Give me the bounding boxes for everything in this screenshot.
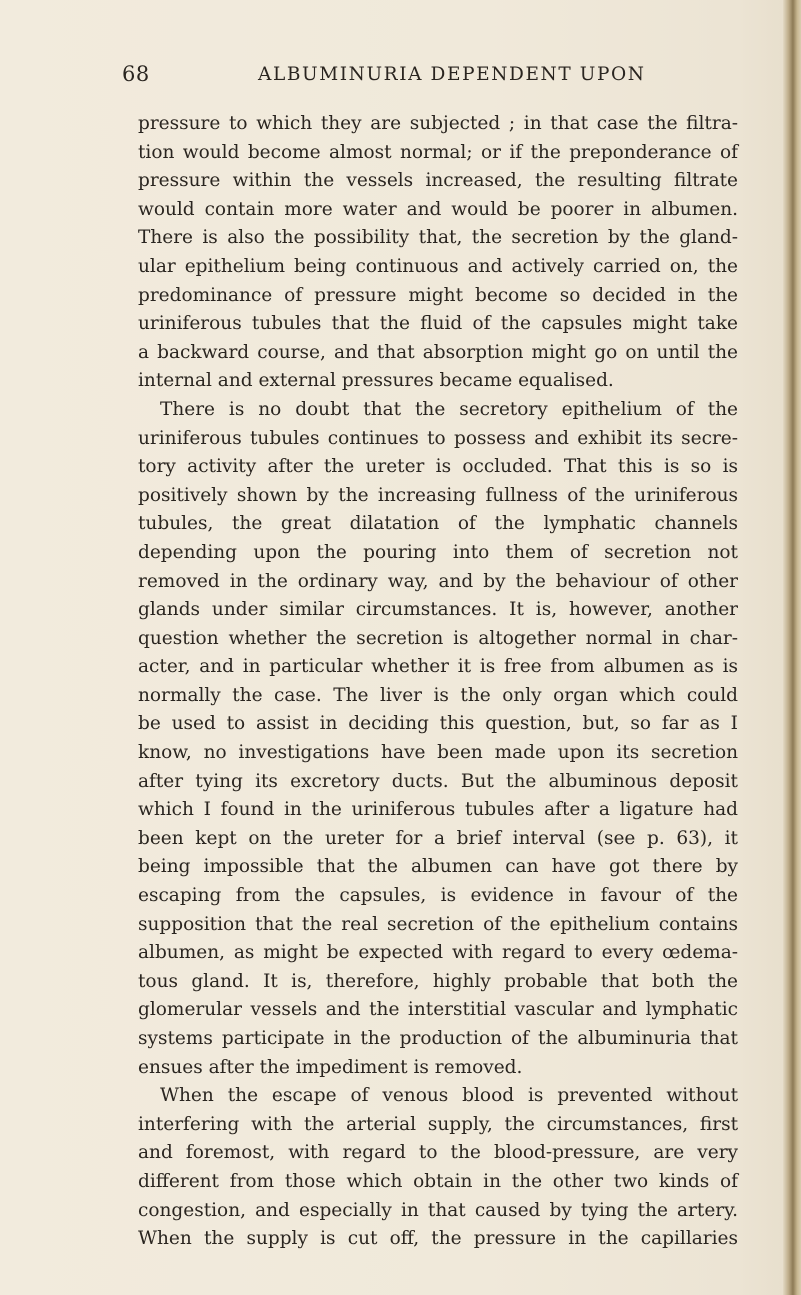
text-line-3: pressure within the vessels increased, the resulting filtrate	[138, 170, 738, 192]
text-line-11: There is no doubt that the secretory epithelium of the	[160, 398, 738, 420]
text-line-22: be used to assist in deciding this question, but, so far as I	[138, 713, 738, 735]
body-text	[138, 110, 738, 1254]
text-line-14: positively shown by the increasing fullness of the uriniferous	[138, 484, 738, 506]
text-line-8: uriniferous tubules that the fluid of the capsules might take	[138, 313, 738, 335]
text-line-40: When the supply is cut off, the pressure in the capillaries	[138, 1228, 738, 1250]
text-line-36: interfering with the arterial supply, the circumstances, first	[138, 1113, 738, 1135]
text-line-10: internal and external pressures became equalised.	[138, 370, 614, 392]
text-line-17: removed in the ordinary way, and by the behaviour of other	[138, 570, 738, 592]
text-line-25: which I found in the uriniferous tubules after a ligature had	[138, 799, 738, 821]
text-line-4: would contain more water and would be poorer in albumen.	[138, 198, 738, 220]
text-line-27: being impossible that the albumen can have got there by	[138, 856, 738, 878]
text-line-31: tous gland. It is, therefore, highly probable that both the	[138, 970, 738, 992]
text-line-9: a backward course, and that absorption might go on until the	[138, 341, 738, 363]
text-line-39: congestion, and especially in that caused by tying the artery.	[138, 1199, 738, 1221]
text-line-32: glomerular vessels and the interstitial vascular and lymphatic	[138, 999, 738, 1021]
text-line-35: When the escape of venous blood is prevented without	[160, 1085, 738, 1107]
text-line-28: escaping from the capsules, is evidence in favour of the	[138, 885, 738, 907]
text-line-13: tory activity after the ureter is occluded. That this is so is	[138, 456, 738, 478]
text-line-24: after tying its excretory ducts. But the albuminous deposit	[138, 770, 738, 792]
text-line-18: glands under similar circumstances. It is, however, another	[138, 599, 738, 621]
text-line-1: pressure to which they are subjected ; in that case the filtra-	[138, 113, 738, 134]
text-line-38: different from those which obtain in the other two kinds of	[138, 1170, 738, 1192]
text-line-30: albumen, as might be expected with regard to every œdema-	[138, 942, 738, 964]
text-line-15: tubules, the great dilatation of the lymphatic channels	[138, 513, 738, 535]
text-line-5: There is also the possibility that, the secretion by the gland-	[138, 227, 738, 249]
text-line-20: acter, and in particular whether it is free from albumen as is	[138, 656, 738, 678]
text-line-23: know, no investigations have been made upon its secretion	[138, 742, 738, 764]
page-header	[0, 62, 801, 102]
text-line-6: ular epithelium being continuous and actively carried on, the	[138, 255, 738, 277]
text-line-33: systems participate in the production of the albuminuria that	[138, 1028, 738, 1049]
text-line-29: supposition that the real secretion of the epithelium contains	[138, 913, 738, 935]
text-line-2: tion would become almost normal; or if the preponderance of	[138, 141, 738, 163]
text-line-12: uriniferous tubules continues to possess and exhibit its secre-	[138, 427, 738, 449]
page-edge-shadow	[783, 0, 801, 1295]
running-head: ALBUMINURIA DEPENDENT UPON	[258, 64, 646, 85]
text-line-21: normally the case. The liver is the only organ which could	[138, 684, 738, 706]
text-line-26: been kept on the ureter for a brief interval (see p. 63), it	[138, 827, 738, 849]
text-line-34: ensues after the impediment is removed.	[138, 1056, 523, 1078]
text-line-37: and foremost, with regard to the blood-pressure, are very	[138, 1142, 738, 1164]
page-number: 68	[122, 62, 150, 86]
text-line-16: depending upon the pouring into them of secretion not	[138, 541, 738, 563]
text-line-19: question whether the secretion is altogether normal in char-	[138, 627, 738, 649]
text-line-7: predominance of pressure might become so decided in the	[138, 284, 738, 306]
